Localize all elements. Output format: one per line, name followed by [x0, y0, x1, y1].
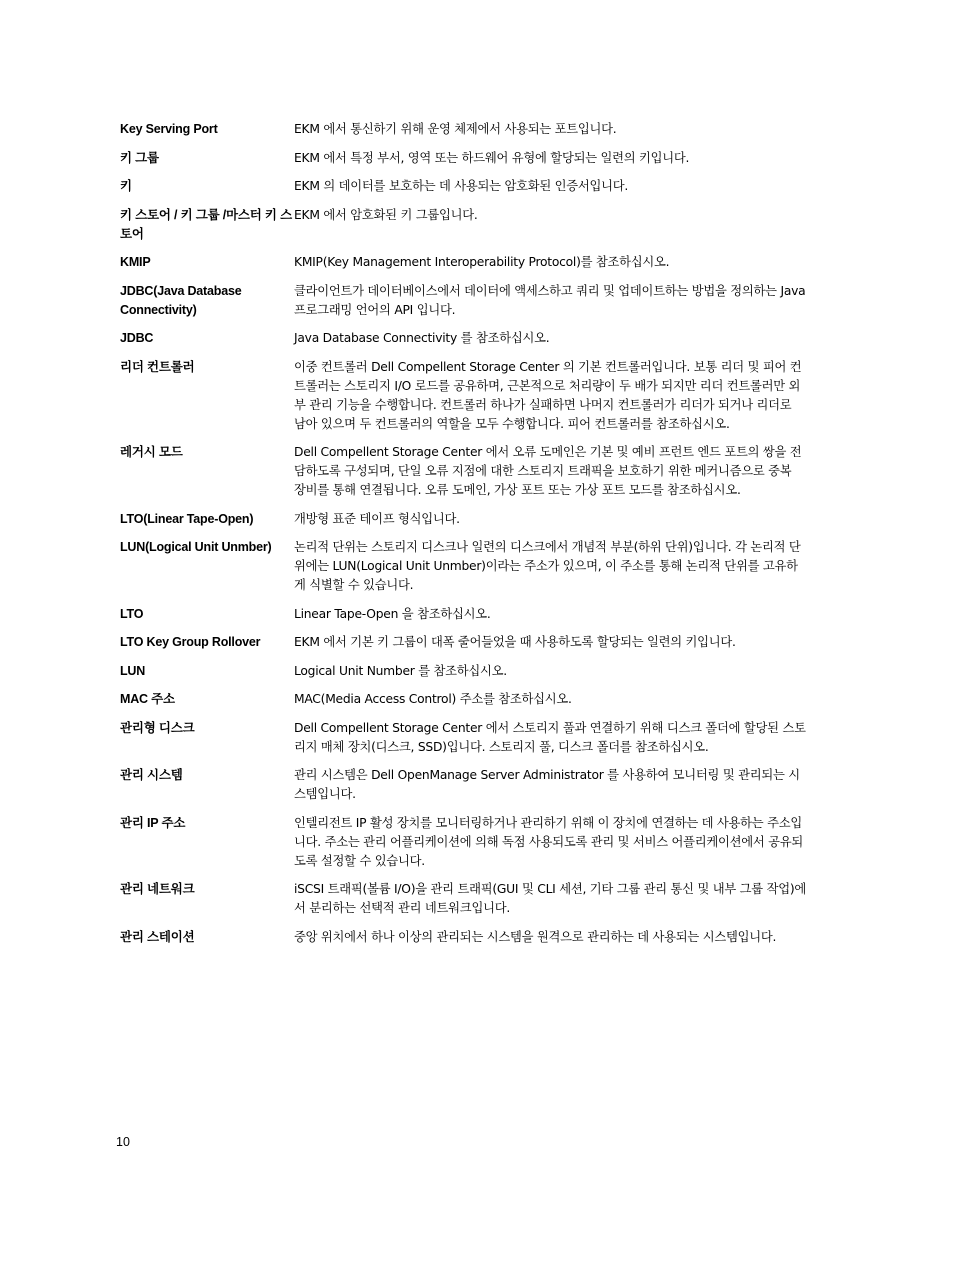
- glossary-entry: [120, 538, 810, 595]
- glossary-term: JDBC: [120, 331, 154, 345]
- glossary-entry: [120, 282, 810, 320]
- glossary-definition: Logical Unit Number 를 참조하십시오.: [294, 663, 507, 678]
- glossary-term: KMIP: [120, 255, 151, 269]
- glossary-term: JDBC(Java Database Connectivity): [120, 283, 242, 317]
- glossary-entry: [120, 206, 810, 244]
- glossary-definition: KMIP(Key Management Interoperability Protocol)를 참조하십시오.: [294, 255, 670, 269]
- glossary-term: LTO Key Group Rollover: [120, 635, 261, 649]
- glossary-entry: [120, 928, 810, 947]
- glossary-entry: [120, 633, 810, 652]
- glossary-definition: EKM 에서 기본 키 그룹이 대폭 줄어들었을 때 사용하도록 할당되는 일련의 키입니다.: [294, 635, 736, 649]
- glossary-entry: [120, 766, 810, 804]
- glossary-entry: [120, 605, 810, 624]
- glossary-entry: [120, 358, 810, 434]
- glossary-term: 레거시 모드: [120, 445, 183, 459]
- glossary-definition: EKM 에서 암호화된 키 그룹입니다.: [294, 207, 478, 222]
- glossary-definition: 관리 시스템은 Dell OpenManage Server Administrator 를 사용하여 모니터링 및 관리되는 시스템입니다.: [294, 768, 800, 801]
- glossary-term: 키 그룹: [120, 150, 159, 165]
- glossary-term: 관리 네트워크: [120, 882, 195, 896]
- glossary-term: 관리형 디스크: [120, 720, 195, 735]
- glossary-term: 리더 컨트롤러: [120, 359, 195, 374]
- glossary-definition: 이중 컨트롤러 Dell Compellent Storage Center 의 기본 컨트롤러입니다. 보통 리더 및 피어 컨트롤러는 스토리지 I/O 로드를 공유하며, 근본적으로 처리량이 두 배가 되지만 리더 컨트롤러만 외부 관리 기능을 수행합니다. 컨트롤러 하나가 실패하면 나머지 컨트롤러가 리더가 되거나 리더로 남아 있으며 두 컨트롤러의 역할을 모두 수행합니다. 피어 컨트롤러를 참조하십시오.: [294, 359, 802, 431]
- glossary-term: 키: [120, 179, 132, 193]
- glossary-term: MAC 주소: [120, 692, 175, 706]
- glossary-entry: [120, 662, 810, 681]
- glossary-entry: [120, 329, 810, 348]
- glossary-definition: Linear Tape-Open 을 참조하십시오.: [294, 606, 491, 621]
- glossary-entry: [120, 880, 810, 918]
- glossary-definition: 클라이언트가 데이터베이스에서 데이터에 액세스하고 쿼리 및 업데이트하는 방법을 정의하는 Java 프로그래밍 언어의 API 입니다.: [294, 283, 806, 317]
- glossary-definition: Dell Compellent Storage Center 에서 오류 도메인은 기본 및 예비 프런트 엔드 포트의 쌍을 전담하도록 구성되며, 단일 오류 지점에 대한 스토리지 트래픽을 보호하기 위한 메커니즘으로 중복 장비를 통해 연결됩니다. 오류 도메인, 가상 포트 또는 가상 포트 모드를 참조하십시오.: [294, 445, 802, 497]
- glossary-definition: 중앙 위치에서 하나 이상의 관리되는 시스템을 원격으로 관리하는 데 사용되는 시스템입니다.: [294, 929, 777, 944]
- glossary-term: 키 스토어 / 키 그룹 /마스터 키 스토어: [120, 207, 292, 241]
- glossary-definition: Dell Compellent Storage Center 에서 스토리지 풀과 연결하기 위해 디스크 폴더에 할당된 스토리지 매체 장치(디스크, SSD)입니다. 스토리지 풀, 디스크 폴더를 참조하십시오.: [294, 720, 806, 754]
- glossary-term: Key Serving Port: [120, 122, 218, 136]
- glossary-entry: [120, 177, 810, 196]
- glossary-term: LTO: [120, 606, 144, 621]
- glossary-definition: iSCSI 트래픽(볼륨 I/O)을 관리 트래픽(GUI 및 CLI 세션, 기타 그룹 관리 통신 및 내부 그룹 작업)에서 분리하는 선택적 관리 네트워크입니다.: [294, 882, 807, 915]
- glossary-list: [120, 120, 810, 956]
- glossary-definition: 인텔리전트 IP 활성 장치를 모니터링하거나 관리하기 위해 이 장치에 연결하는 데 사용하는 주소입니다. 주소는 관리 어플리케이션에 의해 독점 사용되도록 관리 및 서비스 어플리케이션에서 공유되도록 설정할 수 있습니다.: [294, 815, 804, 868]
- glossary-term: 관리 시스템: [120, 768, 183, 782]
- glossary-term: 관리 스테이션: [120, 929, 195, 944]
- glossary-entry: [120, 690, 810, 709]
- glossary-definition: MAC(Media Access Control) 주소를 참조하십시오.: [294, 692, 572, 706]
- glossary-entry: [120, 253, 810, 272]
- glossary-term: LUN: [120, 663, 146, 678]
- glossary-definition: 논리적 단위는 스토리지 디스크나 일련의 디스크에서 개념적 부분(하위 단위)입니다. 각 논리적 단위에는 LUN(Logical Unit Unmber)이라는 주소가 있으며, 이 주소를 통해 논리적 단위를 고유하게 식별할 수 있습니다.: [294, 540, 801, 592]
- glossary-term: 관리 IP 주소: [120, 815, 186, 830]
- glossary-definition: EKM 의 데이터를 보호하는 데 사용되는 암호화된 인증서입니다.: [294, 179, 629, 193]
- glossary-term: LUN(Logical Unit Unmber): [120, 540, 272, 554]
- glossary-entry: [120, 120, 810, 139]
- glossary-entry: [120, 814, 810, 871]
- glossary-definition: EKM 에서 통신하기 위해 운영 체제에서 사용되는 포트입니다.: [294, 122, 617, 136]
- glossary-entry: [120, 510, 810, 529]
- glossary-definition: Java Database Connectivity 를 참조하십시오.: [294, 331, 550, 345]
- glossary-definition: 개방형 표준 테이프 형식입니다.: [294, 511, 460, 526]
- glossary-entry: [120, 719, 810, 757]
- glossary-entry: [120, 443, 810, 500]
- page-number: 10: [116, 1135, 130, 1149]
- glossary-entry: [120, 149, 810, 168]
- glossary-term: LTO(Linear Tape-Open): [120, 511, 254, 526]
- glossary-definition: EKM 에서 특정 부서, 영역 또는 하드웨어 유형에 할당되는 일련의 키입니다.: [294, 150, 690, 165]
